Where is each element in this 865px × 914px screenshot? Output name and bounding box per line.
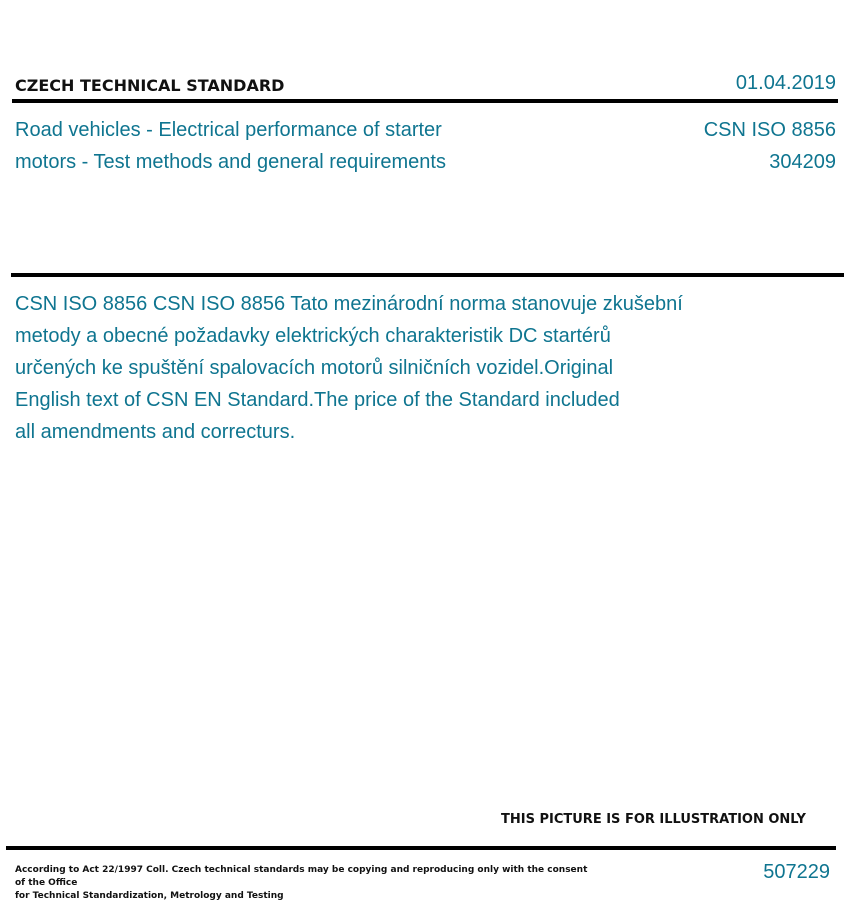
standard-code: CSN ISO 8856	[703, 119, 836, 141]
standard-description: CSN ISO 8856 CSN ISO 8856 Tato mezinárodní norma stanovuje zkušební metody a obecné požadavky elektrických charakteristik DC startérů určených ke spuštění spalovacích motorů silničních vozidel.Original English text of CSN EN Standard.The price of the Standard included all amendments and correcturs.	[15, 293, 683, 443]
legal-notice	[15, 864, 595, 903]
standard-identifiers	[704, 114, 836, 178]
document-id: 507229	[763, 861, 830, 883]
document-header-title: CZECH TECHNICAL STANDARD	[15, 76, 285, 95]
catalog-number: 304209	[769, 151, 836, 173]
standard-title	[15, 114, 535, 178]
header-divider	[12, 99, 838, 103]
legal-notice-line-1: According to Act 22/1997 Coll. Czech technical standards may be copying and reproducing only with the consent of the Office	[15, 865, 588, 888]
standard-title-line-2: motors - Test methods and general requirements	[15, 151, 446, 173]
footer-divider	[6, 846, 836, 850]
standard-title-line-1: Road vehicles - Electrical performance of starter	[15, 119, 442, 141]
section-divider	[11, 273, 844, 277]
publication-date: 01.04.2019	[735, 72, 836, 94]
illustration-note: THIS PICTURE IS FOR ILLUSTRATION ONLY	[501, 812, 806, 827]
legal-notice-line-2: for Technical Standardization, Metrology and Testing	[15, 891, 284, 901]
